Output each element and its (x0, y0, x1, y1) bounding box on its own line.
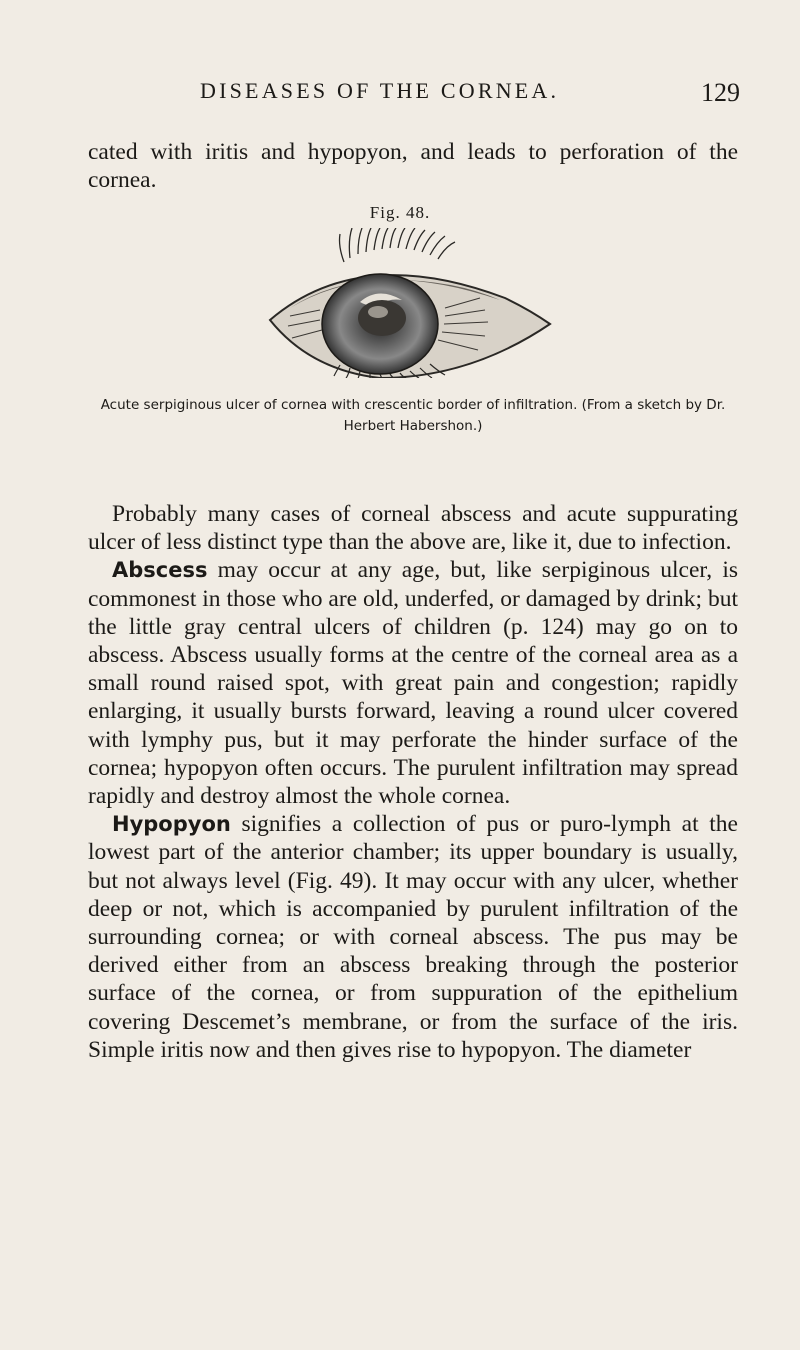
running-title: DISEASES OF THE CORNEA. (200, 78, 560, 103)
paragraph-3-term: Hypopyon (112, 812, 231, 837)
paragraph-2 (88, 556, 738, 810)
paragraph-2-term: Abscess (112, 558, 208, 583)
paragraph-1-text: Probably many cases of corneal abscess and acute suppurating ulcer of less distinct type than the above are, like it, due to infection. (88, 501, 738, 556)
figure-label: Fig. 48. (369, 203, 431, 222)
figure-caption: Acute serpiginous ulcer of cornea with crescentic border of infiltration. (From a sketch by Dr. Herbert Habershon.) (100, 397, 726, 434)
page-number: 129 (701, 78, 740, 107)
paragraph-3 (88, 810, 738, 1064)
eye-illustration (230, 228, 570, 378)
upper-lashes (340, 228, 456, 262)
running-header (200, 78, 740, 118)
paragraph-1 (88, 500, 738, 556)
paragraph-2-text: may occur at any age, but, like serpiginous ulcer, is commonest in those who are old, underfed, or damaged by drink; but the little gray central ulcers of children (p. 124) may go on to abscess. Abscess usually forms at the centre of the corneal area as a small round raised spot, with great pain and congestion; rapidly enlarging, it usually bursts forward, leaving a round ulcer covered with lymphy pus, but it may perforate the hinder surface of the cornea; hypopyon often occurs. The purulent infiltration may spread rapidly and destroy almost the whole cornea. (88, 557, 738, 810)
paragraph-3-text: signifies a collection of pus or puro-lymph at the lowest part of the anterior chamber; its upper boundary is usually, but not always level (Fig. 49). It may occur with any ulcer, whether deep or not, which is accompanied by purulent infiltration of the surrounding cornea; or with corneal abscess. The pus may be derived either from an abscess breaking through the posterior surface of the cornea, or from suppuration of the epithelium covering Descemet’s membrane, or from the surface of the iris. Simple iritis now and then gives rise to hypopyon. The diameter (88, 811, 738, 1063)
main-text (88, 500, 738, 1064)
lead-paragraph: cated with iritis and hypopyon, and leads to perforation of the cornea. (88, 139, 738, 194)
